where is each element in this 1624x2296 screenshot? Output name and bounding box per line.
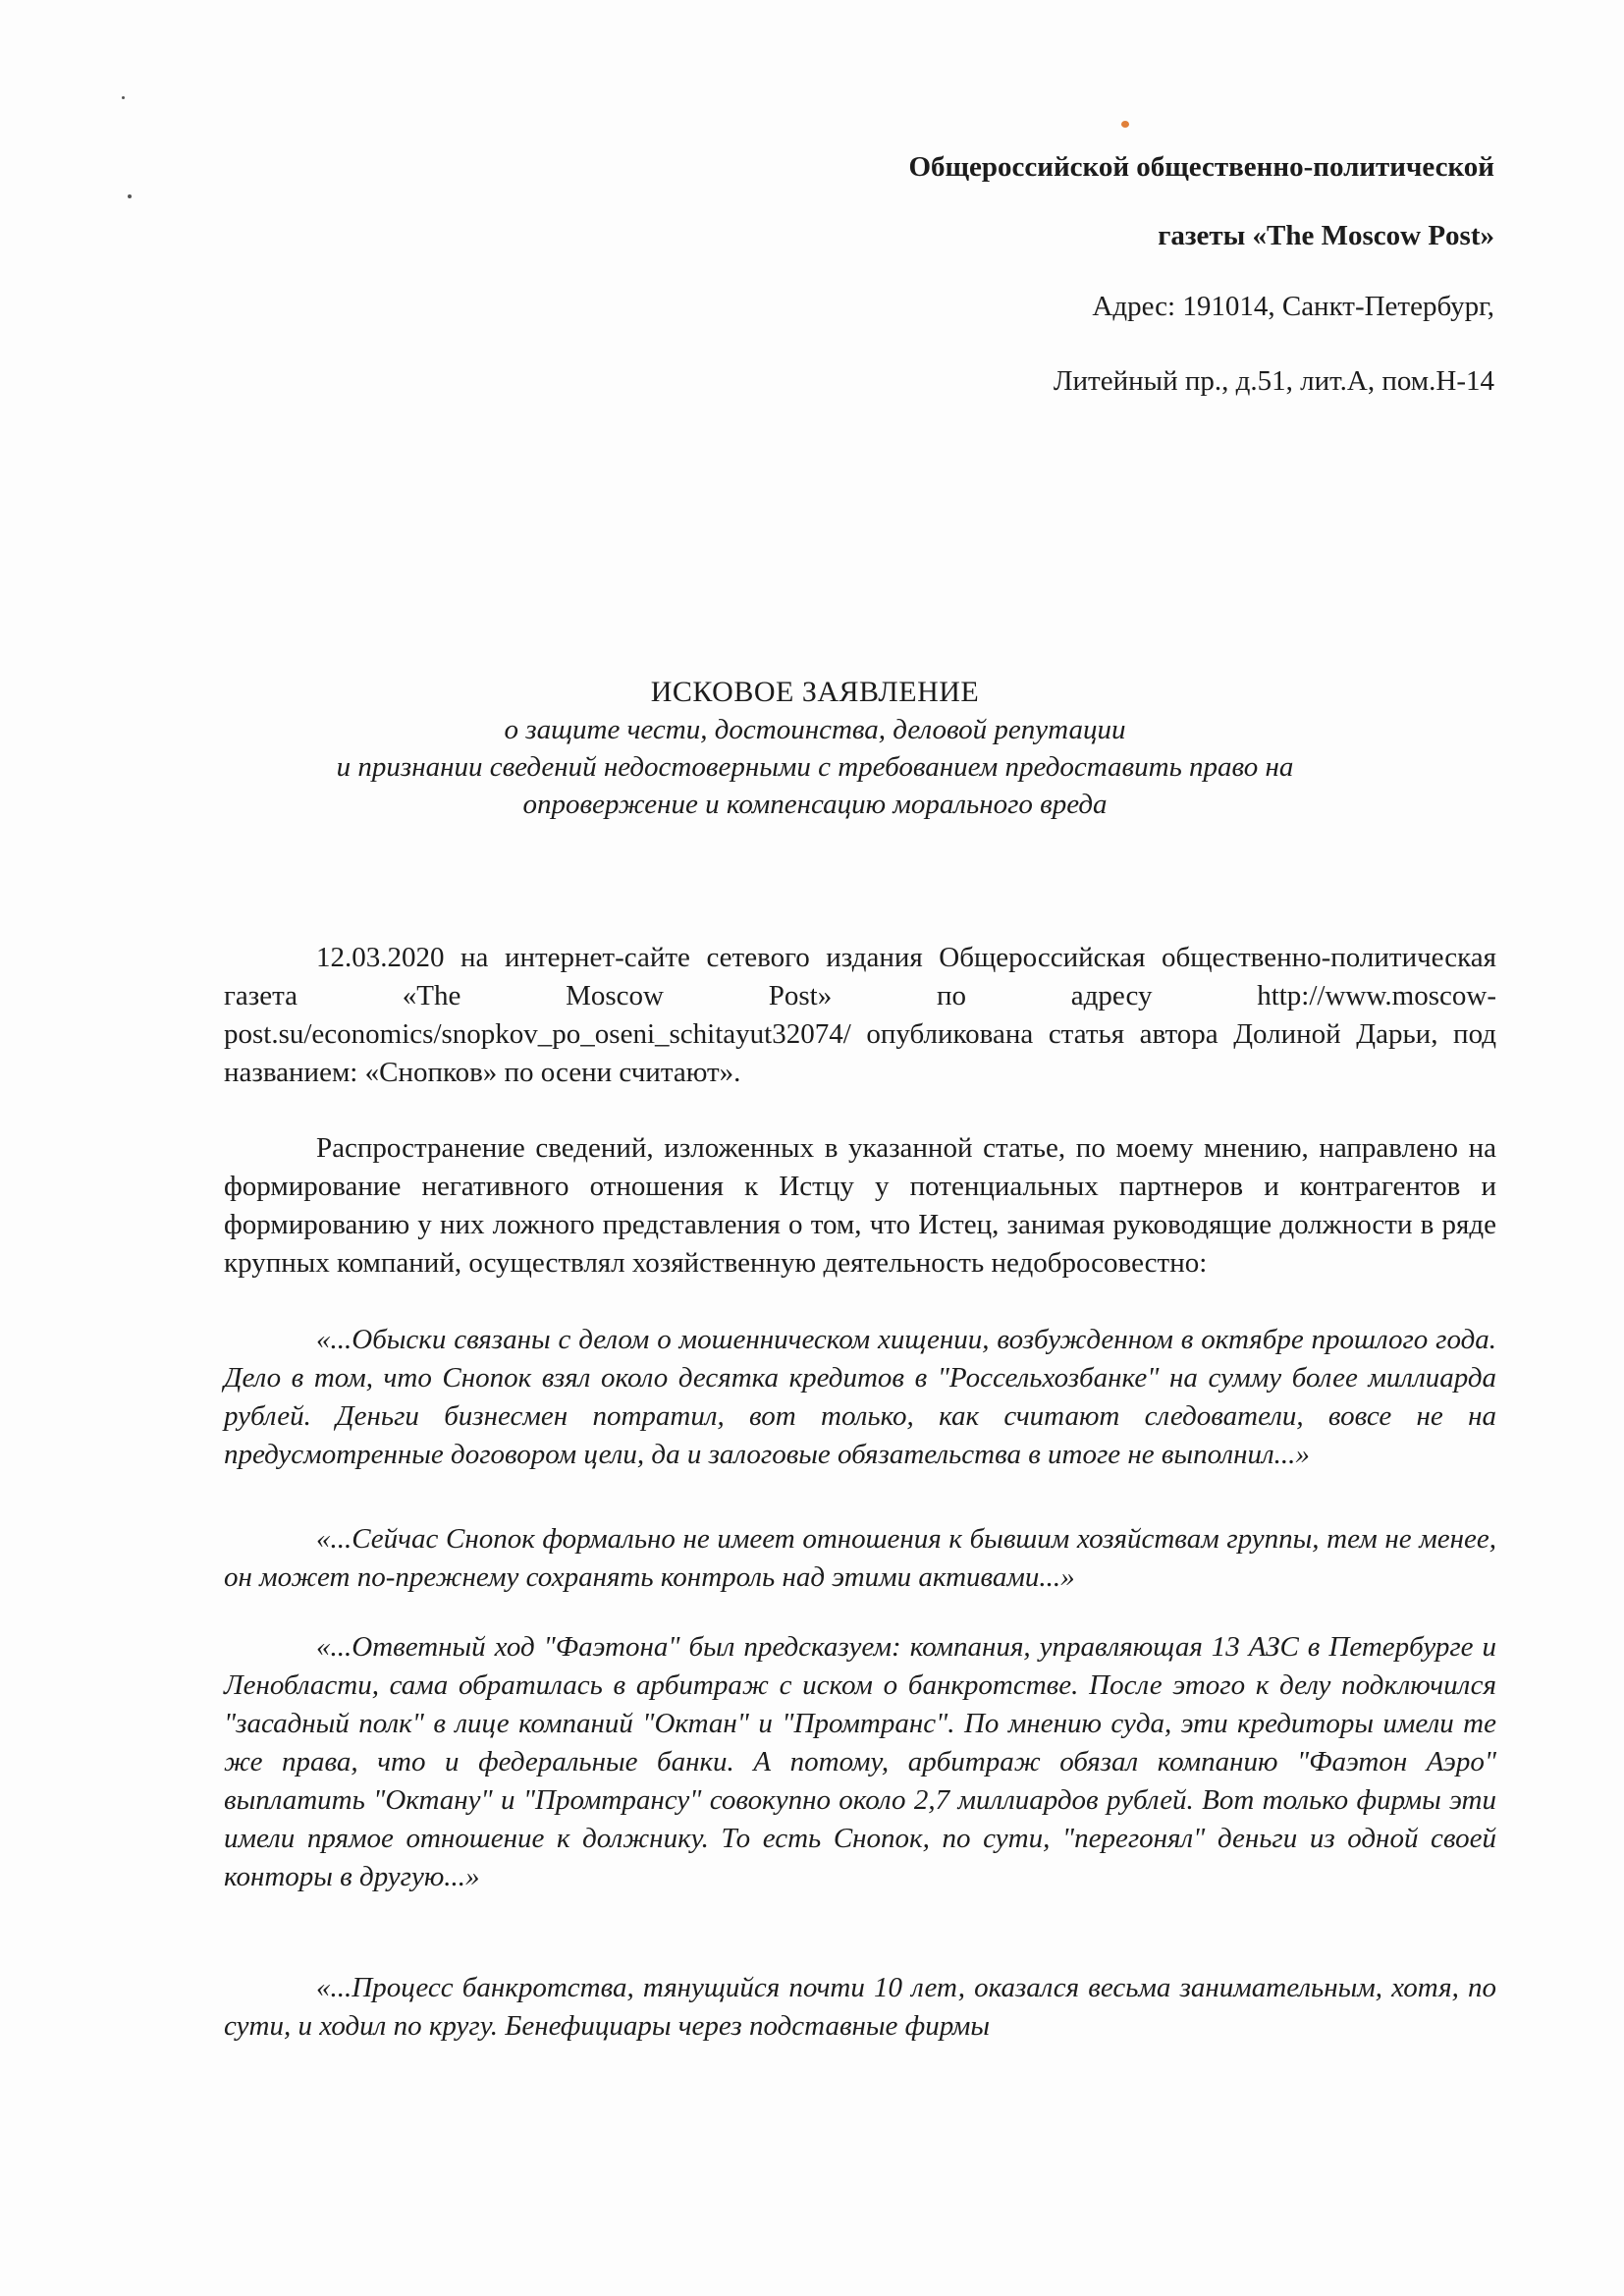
recipient-address-line1: Адрес: 191014, Санкт-Петербург, — [1092, 291, 1494, 322]
recipient-address-line2: Литейный пр., д.51, лит.А, пом.Н-14 — [1053, 365, 1494, 397]
recipient-block — [611, 139, 1494, 409]
scan-speck — [1121, 121, 1129, 128]
recipient-org-line1: Общероссийской общественно-политической — [908, 151, 1494, 183]
recipient-org-line2: газеты «The Moscow Post» — [1158, 220, 1494, 251]
quote-phaeton: «...Ответный ход "Фаэтона" был предсказуем: компания, управляющая 13 АЗС в Петербурге и Ленобласти, сама обратилась в арбитраж с иском о банкротстве. После этого к делу подключился "засадный полк" в лице компаний "Октан" и "Промтранс". По мнению суда, эти кредиторы имели те же права, что и федеральные банки. А потому, арбитраж обязал компанию "Фаэтон Аэро" выплатить "Октану" и "Промтрансу" совокупно около 2,7 миллиардов рублей. Вот только фирмы эти имели прямое отношение к должнику. То есть Снопок, по сути, "перегонял" деньги из одной своей конторы в другую...» — [224, 1631, 1496, 1892]
title-block — [226, 674, 1404, 823]
scan-speck — [128, 194, 132, 198]
quote-control: «...Сейчас Снопок формально не имеет отношения к бывшим хозяйствам группы, тем не менее, он может по-прежнему сохранять контроль над этими активами...» — [224, 1523, 1496, 1593]
body-paragraph-publication: 12.03.2020 на интернет-сайте сетевого издания Общероссийская общественно-политическая газета «The Moscow Post» по адресу http://www.moscow-post.su/economics/snopkov_po_oseni_schitayut32074/ опубликована статья автора Долиной Дарьи, под названием: «Снопков» по осени считают». — [224, 942, 1496, 1088]
document-title: ИСКОВОЕ ЗАЯВЛЕНИЕ — [650, 676, 980, 708]
quote-bankruptcy: «...Процесс банкротства, тянущийся почти 10 лет, оказался весьма занимательным, хотя, по сути, и ходил по кругу. Бенефициары через подставные фирмы — [224, 1972, 1496, 2042]
scan-speck — [122, 96, 125, 99]
document-subtitle-line2: и признании сведений недостоверными с требованием предоставить право на — [336, 751, 1294, 783]
document-subtitle-line3: опровержение и компенсацию морального вреда — [522, 789, 1108, 820]
document-subtitle-line1: о защите чести, достоинства, деловой репутации — [504, 714, 1126, 745]
body-paragraph-claim: Распространение сведений, изложенных в указанной статье, по моему мнению, направлено на формирование негативного отношения к Истцу у потенциальных партнеров и контрагентов и формированию у них ложного представления о том, что Истец, занимая руководящие должности в ряде крупных компаний, осуществлял хозяйственную деятельность недобросовестно: — [224, 1132, 1496, 1279]
quote-searches: «...Обыски связаны с делом о мошенническом хищении, возбужденном в октябре прошлого года. Дело в том, что Снопок взял около десятка кредитов в "Россельхозбанке" на сумму более миллиарда рублей. Деньги бизнесмен потратил, вот только, как считают следователи, вовсе не на предусмотренные договором цели, да и залоговые обязательства в итоге не выполнил...» — [224, 1324, 1496, 1470]
